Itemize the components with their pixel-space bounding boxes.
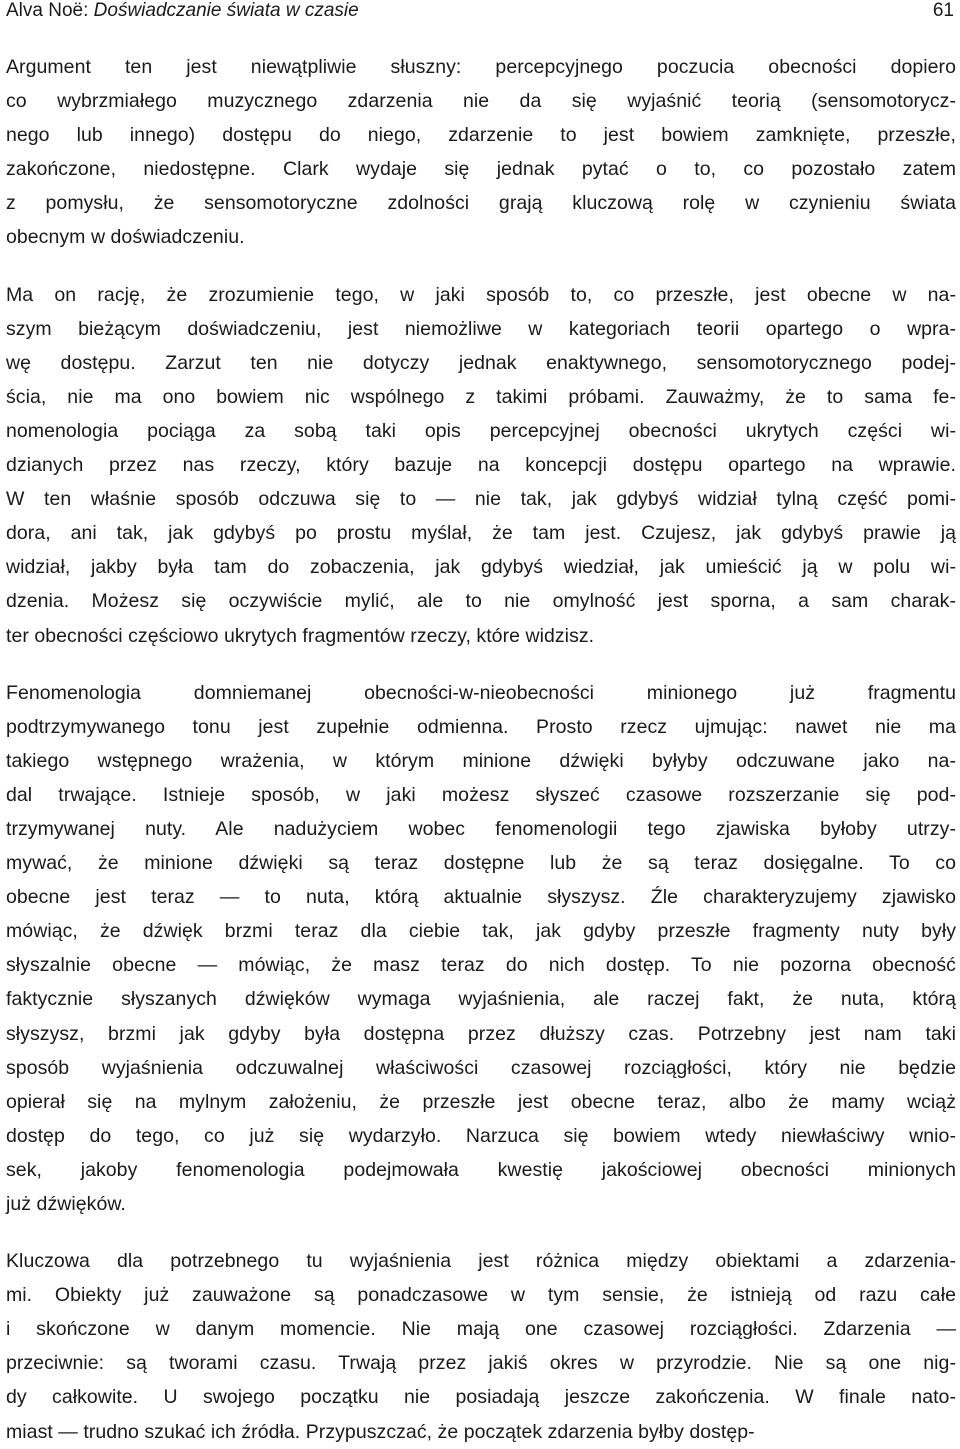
text-line: obecnym w doświadczeniu. bbox=[6, 226, 245, 249]
text-line: mywać, że minione dźwięki są teraz dostępne lub że są teraz dosięgalne. To co bbox=[6, 852, 956, 875]
header-author: Alva Noë: bbox=[6, 0, 94, 21]
text-line: dostęp do tego, co już się wydarzyło. Narzuca się bowiem wtedy niewłaściwy wnio- bbox=[6, 1124, 956, 1147]
text-line: ścia, nie ma ono bowiem nic wspólnego z takimi próbami. Zauważmy, że to sama fe- bbox=[6, 385, 956, 408]
text-line: miast — trudno szukać ich źródła. Przypuszczać, że początek zdarzenia byłby dostęp- bbox=[6, 1420, 755, 1443]
text-line: Argument ten jest niewątpliwie słuszny: percepcyjnego poczucia obecności dopiero bbox=[6, 56, 956, 78]
running-header-title bbox=[6, 1, 359, 21]
text-line: Kluczowa dla potrzebnego tu wyjaśnienia jest różnica między obiektami a zdarzenia- bbox=[6, 1250, 956, 1273]
header-book-title: Doświadczanie świata w czasie bbox=[93, 0, 359, 21]
text-line: nego lub innego) dostępu do niego, zdarzenie to jest bowiem zamknięte, przeszłe, bbox=[6, 124, 956, 147]
text-line: widział, jakby była tam do zobaczenia, jak gdybyś wiedział, jak umieścić ją w polu wi- bbox=[6, 556, 956, 579]
text-line: W ten właśnie sposób odczuwa się to — nie tak, jak gdybyś widział tylną część pomi- bbox=[6, 488, 956, 511]
text-line: szym bieżącym doświadczeniu, jest niemożliwe w kategoriach teorii opartego o wpra- bbox=[6, 317, 956, 340]
text-line: podtrzymywanego tonu jest zupełnie odmienna. Prosto rzecz ujmując: nawet nie ma bbox=[6, 715, 956, 738]
paragraph bbox=[6, 1244, 956, 1449]
running-header bbox=[6, 1, 956, 21]
text-line: z pomysłu, że sensomotoryczne zdolności grają kluczową rolę w czynieniu świata bbox=[6, 192, 956, 215]
text-line: Ma on rację, że zrozumienie tego, w jaki sposób to, co przeszłe, jest obecne w na- bbox=[6, 283, 956, 306]
text-line: i skończone w danym momencie. Nie mają one czasowej rozciągłości. Zdarzenia — bbox=[6, 1318, 956, 1341]
page-number: 61 bbox=[932, 0, 954, 21]
text-line: dzenia. Możesz się oczywiście mylić, ale to nie omylność jest sporna, a sam charak- bbox=[6, 590, 956, 613]
text-line: Fenomenologia domniemanej obecności-w-nieobecności minionego już fragmentu bbox=[6, 681, 956, 704]
text-line: faktycznie słyszanych dźwięków wymaga wyjaśnienia, ale raczej fakt, że nuta, którą bbox=[6, 988, 956, 1011]
text-line: wę dostępu. Zarzut ten nie dotyczy jednak enaktywnego, sensomotorycznego podej- bbox=[6, 351, 956, 374]
page-body bbox=[6, 50, 956, 1449]
text-line: trzymywanej nuty. Ale nadużyciem wobec fenomenologii tego zjawiska byłoby utrzy- bbox=[6, 817, 956, 840]
paragraph bbox=[6, 676, 956, 1222]
text-line: zakończone, niedostępne. Clark wydaje się jednak pytać o to, co pozostało zatem bbox=[6, 158, 956, 181]
text-line: słyszysz, brzmi jak gdyby była dostępna przez dłuższy czas. Potrzebny jest nam taki bbox=[6, 1022, 956, 1045]
text-line: dal trwające. Istnieje sposób, w jaki możesz słyszeć czasowe rozszerzanie się pod- bbox=[6, 783, 956, 806]
text-line: obecne jest teraz — to nuta, którą aktualnie słyszysz. Źle charakteryzujemy zjawisko bbox=[6, 886, 956, 909]
text-line: słyszalnie obecne — mówiąc, że masz teraz do nich dostęp. To nie pozorna obecność bbox=[6, 954, 956, 977]
text-line: dzianych przez nas rzeczy, który bazuje na koncepcji dostępu opartego na wprawie. bbox=[6, 454, 956, 477]
text-line: sek, jakoby fenomenologia podejmowała kwestię jakościowej obecności minionych bbox=[6, 1158, 956, 1181]
text-line: opierał się na mylnym założeniu, że przeszłe jest obecne teraz, albo że mamy wciąż bbox=[6, 1090, 956, 1113]
text-line: już dźwięków. bbox=[6, 1193, 126, 1215]
paragraph bbox=[6, 50, 956, 255]
document-page bbox=[6, 0, 956, 1449]
text-line: mi. Obiekty już zauważone są ponadczasowe w tym sensie, że istnieją od razu całe bbox=[6, 1284, 956, 1307]
text-line: takiego wstępnego wrażenia, w którym minione dźwięki byłyby odczuwane jako na- bbox=[6, 749, 956, 772]
text-line: dora, ani tak, jak gdybyś po prostu myślał, że tam jest. Czujesz, jak gdybyś prawie ją bbox=[6, 522, 956, 545]
text-line: nomenologia pociąga za sobą taki opis percepcyjnej obecności ukrytych części wi- bbox=[6, 419, 956, 442]
text-line: mówiąc, że dźwięk brzmi teraz dla ciebie tak, jak gdyby przeszłe fragmenty nuty były bbox=[6, 920, 956, 943]
paragraph bbox=[6, 278, 956, 653]
text-line: ter obecności częściowo ukrytych fragmentów rzeczy, które widzisz. bbox=[6, 624, 595, 647]
text-line: dy całkowite. U swojego początku nie posiadają jeszcze zakończenia. W finale nato- bbox=[6, 1386, 956, 1409]
text-line: przeciwnie: są tworami czasu. Trwają przez jakiś okres w przyrodzie. Nie są one nig- bbox=[6, 1352, 956, 1375]
text-line: co wybrzmiałego muzycznego zdarzenia nie da się wyjaśnić teorią (sensomotorycz- bbox=[6, 90, 956, 113]
text-line: sposób wyjaśnienia odczuwalnej właściwości czasowej rozciągłości, który nie będzie bbox=[6, 1056, 956, 1079]
